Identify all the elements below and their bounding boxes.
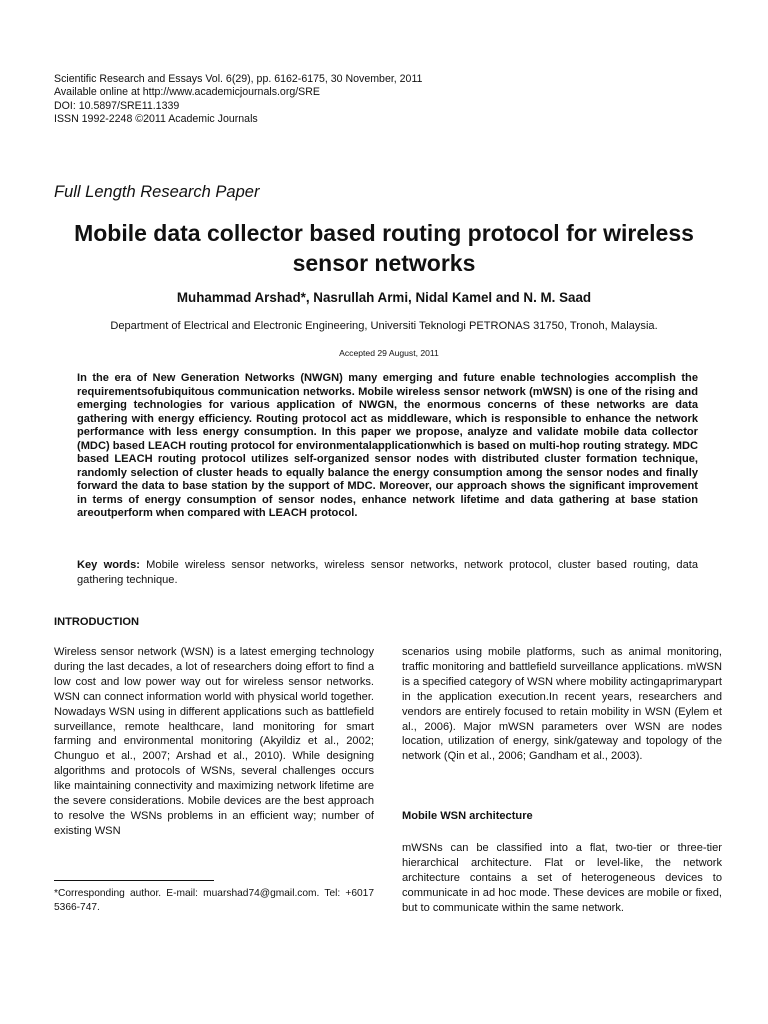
affiliation: Department of Electrical and Electronic Engineering, Universiti Teknologi PETRONAS 31750, Tronoh, Malaysia.	[110, 320, 658, 332]
architecture-paragraph: mWSNs can be classified into a flat, two-tier or three-tier hierarchical architecture. Flat or level-like, the network architecture contains a set of heterogeneous devices to communicate in ad hoc mode. These devices are mobile or fixed, but to communicate within the same network.	[402, 842, 722, 914]
paper-title: Mobile data collector based routing protocol for wireless sensor networks	[74, 220, 694, 276]
doi-line: DOI: 10.5897/SRE11.1339	[54, 99, 180, 112]
paper-type: Full Length Research Paper	[54, 183, 260, 201]
issn-line: ISSN 1992-2248 ©2011 Academic Journals	[54, 113, 258, 126]
keywords	[77, 558, 698, 588]
journal-citation: Scientific Research and Essays Vol. 6(29), pp. 6162-6175, 30 November, 2011	[54, 73, 423, 85]
architecture-heading: Mobile WSN architecture	[402, 810, 533, 822]
authors: Muhammad Arshad*, Nasrullah Armi, Nidal Kamel and N. M. Saad	[176, 290, 592, 305]
abstract: In the era of New Generation Networks (NWGN) many emerging and future enable technologies accomplish the requirementsofubiquitous communication networks. Mobile wireless sensor network (mWSN) is one of the rising and emerging technologies for various application of NWGN, the enormous concerns of these networks are data gathering with energy efficiency. Routing protocol act as middleware, which is responsible to enhance the network performance with less energy consumption. In this paper we propose, analyze and validate mobile data collector (MDC) based LEACH routing protocol for environmentalapplicationwhich is based on multi-hop routing strategy. MDC based LEACH routing protocol utilizes self-organized sensor nodes with distributed cluster formation technique, randomly selection of cluster heads to equally balance the energy consumption among the sensor nodes and finally forward the data to base station by the support of MDC. Moreover, our approach shows the significant improvement in terms of energy consumption of sensor nodes, enhance network lifetime and data gathering at base station areoutperform when compared with LEACH protocol.	[77, 372, 698, 519]
corresponding-author-footnote: *Corresponding author. E-mail: muarshad74@gmail.com. Tel: +6017 5366-747.	[54, 888, 374, 913]
journal-info	[54, 73, 422, 127]
introduction-right-column: scenarios using mobile platforms, such as animal monitoring, traffic monitoring and battlefield surveillance applications. mWSN is a specified category of WSN where mobility actingaprimarypart in the application execution.In recent years, researchers and vendors are entirely focused to retain mobility in WSN (Eylem et al., 2006). Major mWSN parameters over WSN are nodes location, utilization of energy, sink/gateway and topology of the network (Qin et al., 2006; Gandham et al., 2003).	[402, 646, 722, 763]
introduction-left-column: Wireless sensor network (WSN) is a latest emerging technology during the last decades, a lot of researchers doing effort to find a low cost and low power way out for wireless sensor networks. WSN can connect information world with physical world together. Nowadays WSN using in different applications such as battlefield surveillance, remote healthcare, land monitoring for smart farming and environmental monitoring (Akyildiz et al., 2002; Chunguo et al., 2007; Arshad et al., 2010). While designing algorithms and protocols of WSNs, several challenges occurs like maintaining connectivity and maximizing network lifetime are the severe considerations. Mobile devices are the best approach to resolve the WSNs problems in an efficient way; number of existing WSN	[54, 646, 374, 837]
keywords-label: Key words:	[77, 559, 140, 571]
keywords-text: Mobile wireless sensor networks, wireless sensor networks, network protocol, cluster based routing, data gathering technique.	[77, 559, 698, 586]
availability-line: Available online at http://www.academicjournals.org/SRE	[54, 86, 320, 99]
footnote-divider	[54, 880, 214, 881]
introduction-heading: INTRODUCTION	[54, 616, 140, 628]
accepted-date: Accepted 29 August, 2011	[339, 348, 439, 358]
